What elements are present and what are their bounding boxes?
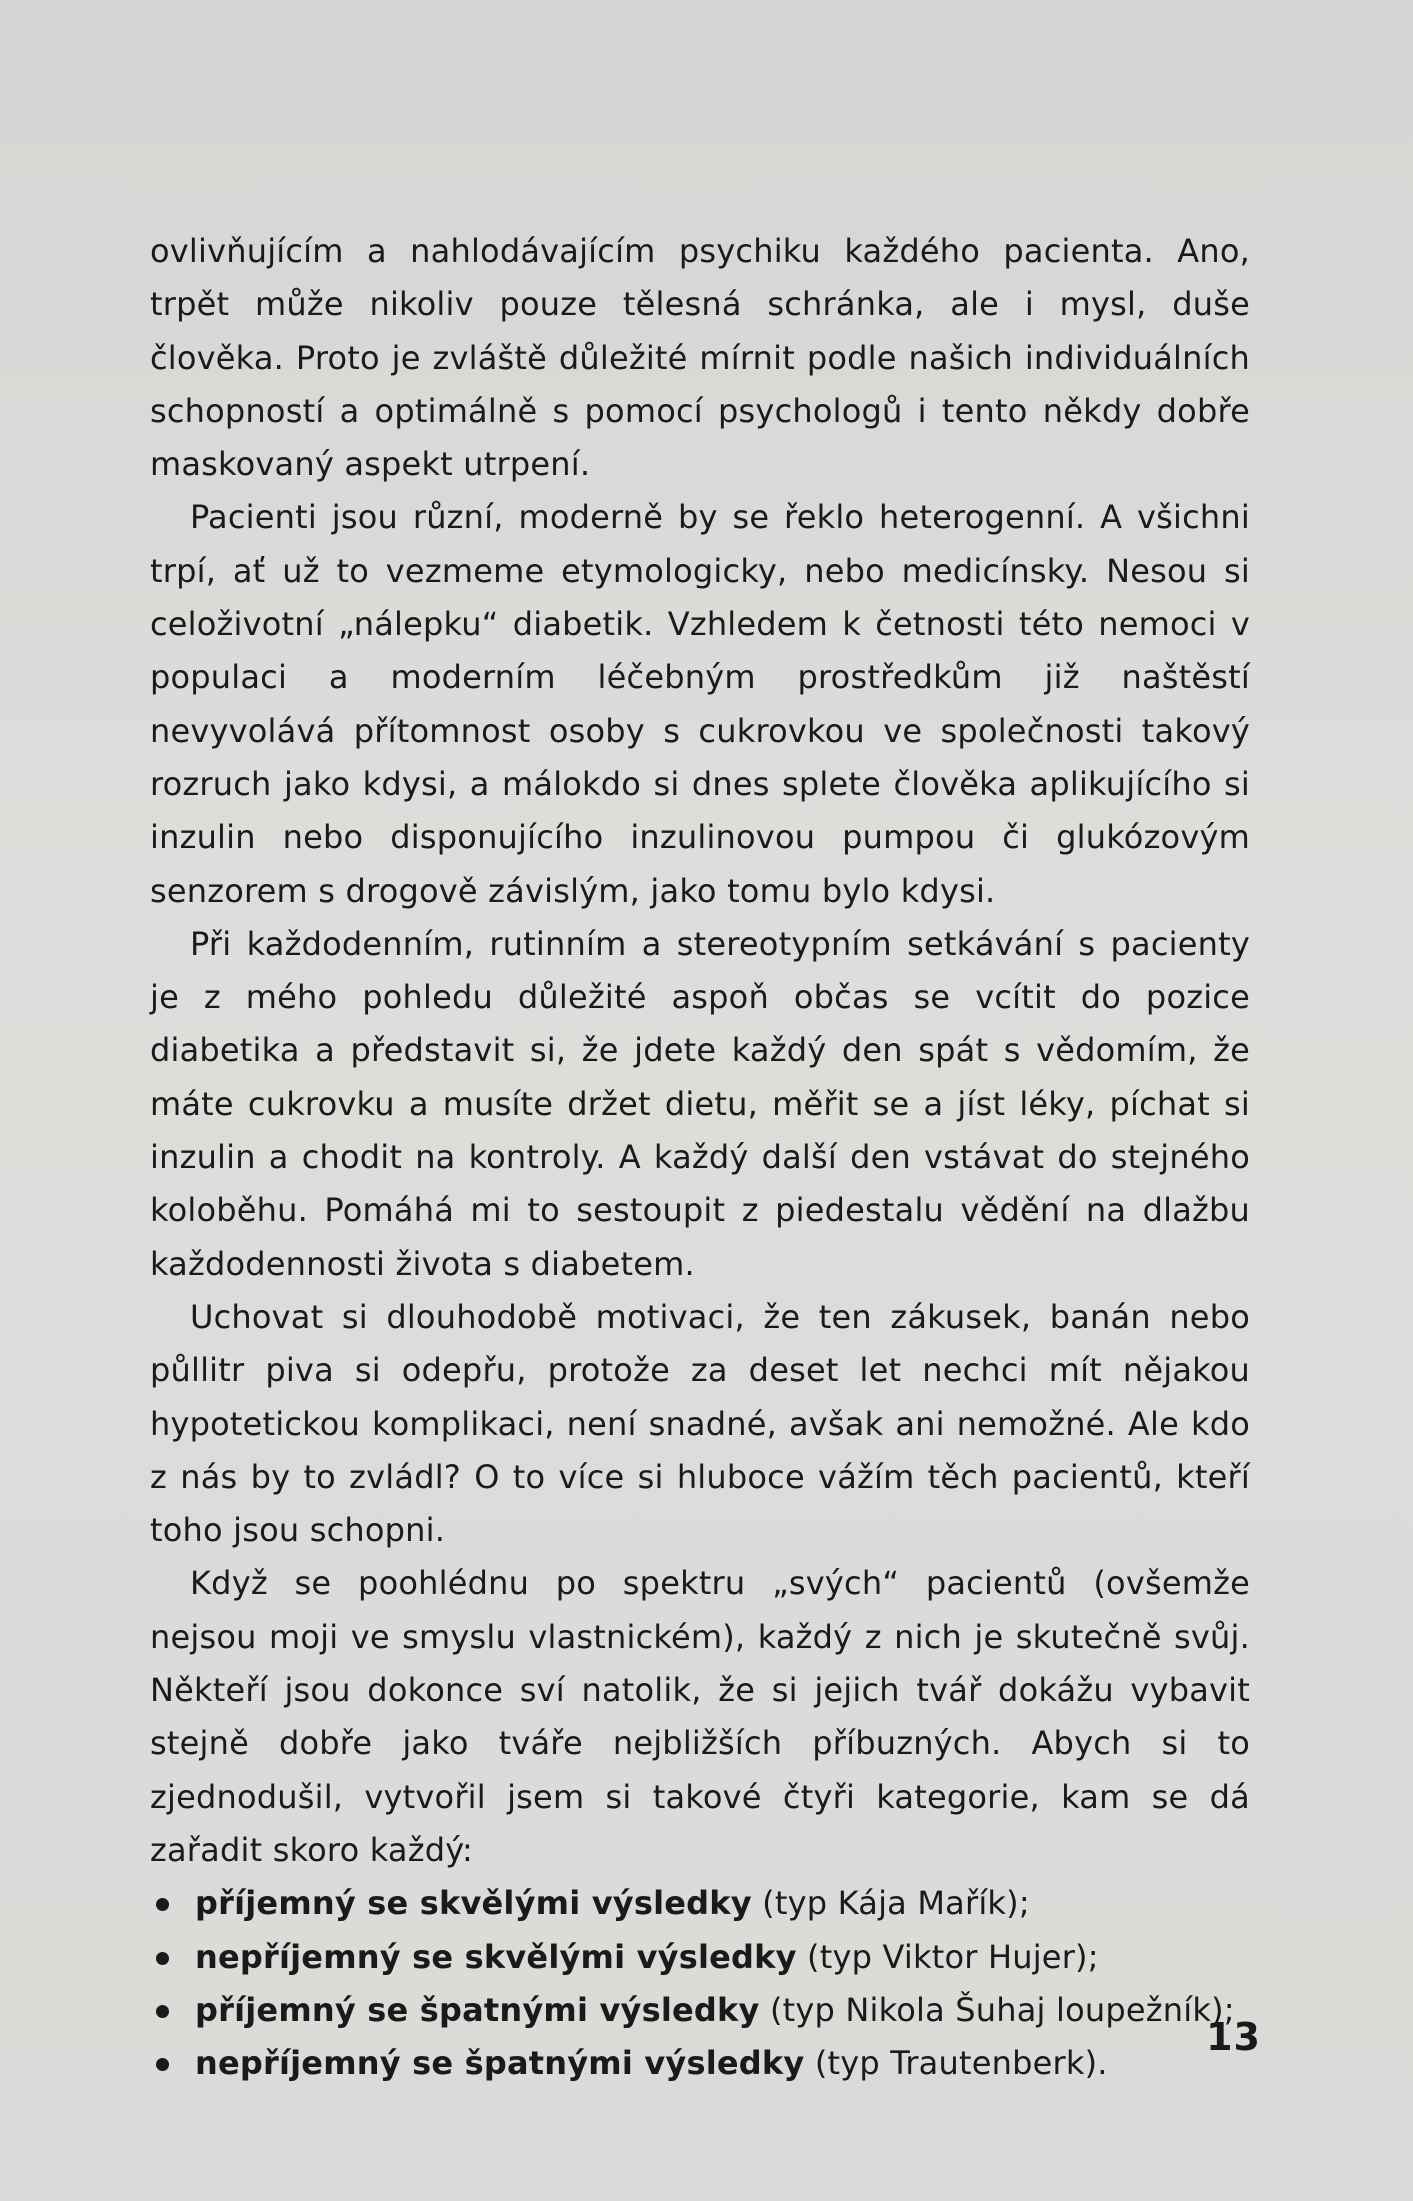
paragraph-4: Uchovat si dlouhodobě motivaci, že ten zákusek, banán nebo půllitr piva si odepřu, protože za deset let nechci mít nějakou hypotetickou komplikaci, není snadné, avšak ani nemožné. Ale kdo z nás by to zvládl? O to více si hluboce vážím těch pacientů, kteří toho jsou schopni.: [150, 1297, 1250, 1550]
bullet-icon: [156, 1898, 169, 1911]
category-example: (typ Viktor Hujer);: [796, 1937, 1099, 1976]
category-example: (typ Kája Mařík);: [751, 1884, 1030, 1923]
paragraph-5: Když se poohlédnu po spektru „svých“ pacientů (ovšemže nejsou moji ve smyslu vlastnickém), každý z nich je skutečně svůj. Někteří jsou dokonce sví natolik, že si jejich tvář dokážu vybavit stejně dobře jako tváře nejbližších příbuzných. Abych si to zjednodušil, vytvořil jsem si takové čtyři kategorie, kam se dá zařadit skoro každý:: [150, 1564, 1250, 1869]
category-name: nepříjemný se špatnými výsledky: [195, 2044, 805, 2083]
list-item: [150, 1931, 1250, 1984]
bullet-icon: [156, 1952, 169, 1965]
category-example: (typ Nikola Šuhaj loupežník);: [759, 1990, 1235, 2029]
paragraph-3: Při každodenním, rutinním a stereotypním setkávání s pacienty je z mého pohledu důležité aspoň občas se vcítit do pozice diabetika a představit si, že jdete každý den spát s vědomím, že máte cukrovku a musíte držet dietu, měřit se a jíst léky, píchat si inzulin a chodit na kontroly. A každý další den vstávat do stejného koloběhu. Pomáhá mi to sestoupit z piedestalu vědění na dlažbu každodennosti života s diabetem.: [150, 924, 1250, 1283]
paragraph-1: ovlivňujícím a nahlodávajícím psychiku každého pacienta. Ano, trpět může nikoliv pouze tělesná schránka, ale i mysl, duše člověka. Proto je zvláště důležité mírnit podle našich individuálních schopností a optimálně s pomocí psychologů i tento někdy dobře maskovaný aspekt utrpení.: [150, 232, 1250, 484]
category-example: (typ Trautenberk).: [804, 2044, 1108, 2083]
category-name: příjemný se špatnými výsledky: [195, 1990, 760, 2029]
category-name: nepříjemný se skvělými výsledky: [195, 1937, 797, 1976]
bullet-icon: [156, 2005, 169, 2018]
body-text: [150, 225, 1250, 2090]
category-name: příjemný se skvělými výsledky: [195, 1884, 752, 1923]
page-number: 13: [1206, 2015, 1261, 2059]
list-item: [150, 2037, 1250, 2090]
list-item: [150, 1877, 1250, 1930]
category-list: [150, 1877, 1250, 2090]
list-item: [150, 1984, 1250, 2037]
paragraph-2: Pacienti jsou různí, moderně by se řeklo heterogenní. A všichni trpí, ať už to vezmeme etymologicky, nebo medicínsky. Nesou si celoživotní „nálepku“ diabetik. Vzhledem k četnosti této nemoci v populaci a moderním léčebným prostředkům již naštěstí nevyvolává přítomnost osoby s cukrovkou ve společnosti takový rozruch jako kdysi, a málokdo si dnes splete člověka aplikujícího si inzulin nebo disponujícího inzulinovou pumpou či glukózovým senzorem s drogově závislým, jako tomu bylo kdysi.: [150, 498, 1250, 910]
bullet-icon: [156, 2058, 169, 2071]
